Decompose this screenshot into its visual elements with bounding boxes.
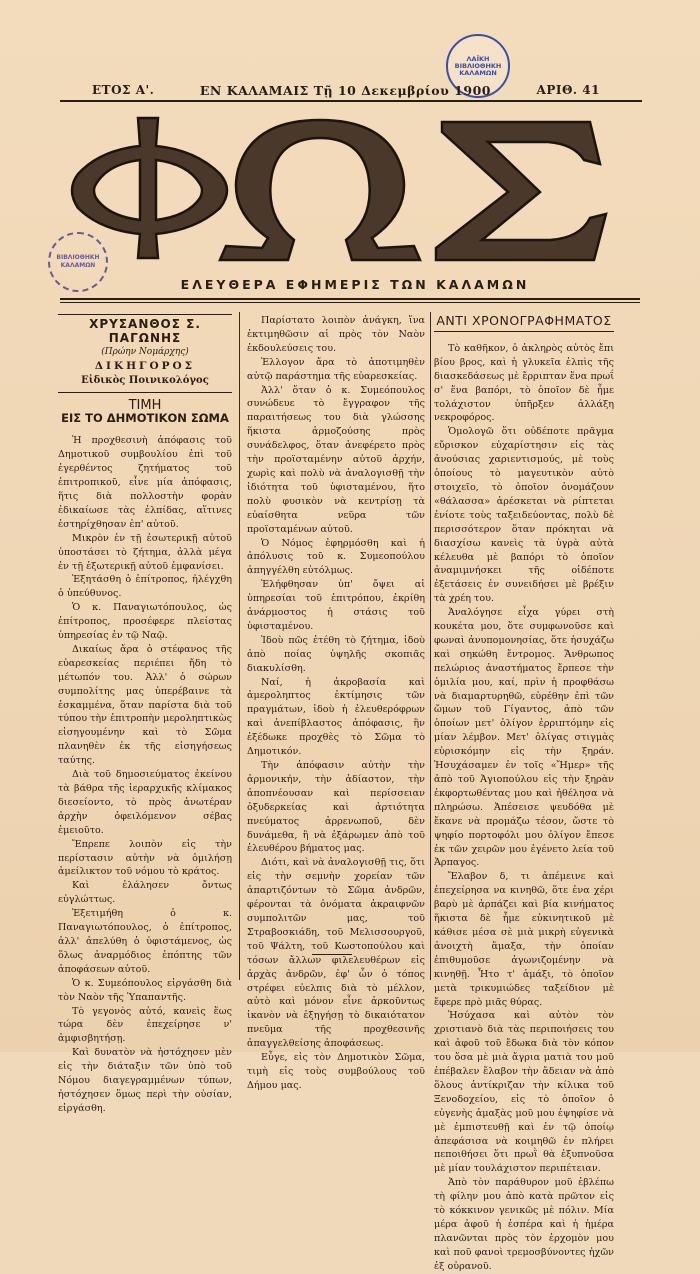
paragraph: Καὶ ἐλάλησεν ὄντως εὐγλώττως. <box>58 880 232 906</box>
paragraph: Ὁ κ. Παναγιωτόπουλος, ὡς ἐπίτροπος, προσέφερε πλείστας ὑπηρεσίας ἐν τῷ Ναῷ. <box>58 602 232 642</box>
column-2 <box>247 314 425 1091</box>
column-divider-2 <box>430 312 431 980</box>
seal-stamp-text: ΒΙΒΛΙΟΘΗΚΗ ΚΑΛΑΜΩΝ <box>56 254 100 269</box>
dateline: ΕΝ ΚΑΛΑΜΑΙΣ Τῇ 10 Δεκεμβρίου 1900 <box>199 82 491 98</box>
article-end-dash <box>312 954 352 955</box>
paragraph: Ἐλήφθησαν ὑπ' ὄψει αἱ ὑπηρεσίαι τοῦ ἐπιτρόπου, ἐκρίθη ἀνάρμοστος ἡ στάσις τοῦ ὑφισταμένου. <box>247 579 425 632</box>
lawyer-profession: ΔΙΚΗΓΟΡΟΣ <box>94 359 196 372</box>
paragraph: Μικρὸν ἐν τῇ ἐσωτερικῇ αὐτοῦ ὑποστάσει τὸ ζήτημα, ἀλλὰ μέγα ἐν τῇ ἐξωτερικῇ αὐτοῦ ἐμφανίσει. <box>58 532 232 572</box>
year-label: ΕΤΟΣ Α'. <box>92 83 155 97</box>
paragraph: Δικαίως ἄρα ὁ στέφανος τῆς εὐαρεσκείας περιέπει ἤδη τὸ μέτωπόν του. Ἀλλ' ὁ σώρων συμπολίτης μας ὑπερέβαινε τὰ ἐσκαμμένα, ὅταν παρίστα διὰ τοῦ τύπου τὴν ἐπιτροπὴν μεροληπτικὼς εἰσηγουμένην καὶ τὸ Σῶμα πλανηθὲν ἐκ τῆς εἰσηγήσεως ταύτης. <box>58 643 232 767</box>
lawyer-specialty: Εἰδικὸς Ποινικολόγος <box>81 374 209 386</box>
issue-number: ΑΡΙΘ. 41 <box>536 83 600 97</box>
paragraph: Τὴν ἀπόφασιν αὐτὴν τὴν ἀρμονικήν, τὴν ἀδίαστον, τὴν ἀποπνέουσαν καὶ περίσσειαν ὀξυδερκείας καὶ ἀρτιότητα πνεύματος ἀρρενωποῦ, δὲν δυνάμεθα, ἢ νὰ ἐξάρωμεν ἀπὸ τοῦ ἐλευθέρου βήματος μας. <box>247 760 425 855</box>
paragraph: Παρίστατο λοιπὸν ἀνάγκη, ἵνα ἐκτιμηθῶσιν αἱ πρὸς τὸν Ναὸν ἐκδουλεύσεις του. <box>247 315 425 354</box>
article1-heading: ΤΙΜΗ <box>128 397 162 413</box>
subtitle-rule <box>60 298 640 300</box>
omega-letter <box>220 120 420 260</box>
sigma-letter <box>436 122 606 260</box>
phi-letter <box>72 118 227 258</box>
article1-body <box>58 434 232 1115</box>
paragraph: Ἀλλ' ὅταν ὁ κ. Συμεόπουλος συνώδευε τὸ ἔγγραφον τῆς παραιτήσεως του διὰ γλώσσης ἥκιστα ἁρμοζούσης πρὸς συνάδελφος, ὅταν ἀνεφέρετο πρὸς τὴν προϊσταμένην αὐτοῦ ἀρχήν, χωρὶς καὶ πολὺ νὰ ἀναλογισθῇ τὴν ἰδιότητα τοῦ ὑφισταμένου, ἥτο πολὺ φυσικὸν νὰ κεντρίσῃ τὰ εὐαίσθητα νεῦρα τῶν προϊσταμένων αὐτοῦ. <box>247 384 425 535</box>
column-divider-1 <box>239 312 240 980</box>
library-stamp-text: ΛΑΪΚΗ ΒΙΒΛΙΟΘΗΚΗ ΚΑΛΑΜΩΝ <box>454 54 502 77</box>
lawyer-name: ΧΡΥΣΑΝΘΟΣ Σ. ΠΑΓΩΝΗΣ <box>89 317 201 345</box>
masthead-title <box>70 108 630 268</box>
paragraph: Τὸ γεγονὸς αὐτό, κανεὶς ἕως τώρα δὲν ἐπεχείρησε ν' ἀμφισβητήσῃ. <box>58 1005 232 1045</box>
paragraph: Ὁ Νόμος ἐφηρμόσθη καὶ ἡ ἀπόλυσις τοῦ κ. Συμεοπούλου ἀπηγγέλθη εὐτόλμως. <box>247 537 425 577</box>
paragraph: Διότι, καὶ νὰ ἀναλογισθῇ τις, ὅτι εἰς τὴν σεμνὴν χορείαν τῶν ἀπαρτιζόντων τὸ Σῶμα ἀνδρῶν, φέρονται τὰ ὀνόματα ἀκραιφνῶν συμπολιτῶν μας, τοῦ Στραβοσκιάδη, τοῦ Μελισσουργοῦ, τοῦ Ψάλτη, τοῦ Κωστοπούλου καὶ τόσων ἄλλων φιλελευθέρων εἰς ἀρχὰς ἀνδρῶν, ἐφ' ὧν ὁ τόπος στρέφει εὐελπις διὰ τὸ μέλλον, αὐτὸ καὶ μόνον εἶνε ἀρκοῦντως ἱκανὸν νὰ ἐξηγήσῃ τὸ δικαιότατον πνεῦμα τῆς προχθεσινῆς ἀπαγγελθείσης ἀποφάσεως. <box>247 857 425 1050</box>
paragraph: Καὶ δυνατὸν νὰ ἠστόχησεν μὲν εἰς τὴν διάταξιν τῶν ὑπὸ τοῦ Νόμου διαγεγραμμένων τύπων, ἠστόχησεν ὅμως περὶ τὴν οὐσίαν, εἰργάσθη. <box>58 1047 232 1114</box>
paragraph: Εὖγε, εἰς τὸν Δημοτικὸν Σῶμα, τιμὴ εἰς τοὺς συμβούλους τοῦ Δήμου μας. <box>247 1052 425 1091</box>
article3-heading: ΑΝΤΙ ΧΡΟΝΟΓΡΑΦΗΜΑΤΟΣ <box>434 314 614 332</box>
column-3 <box>434 313 614 1272</box>
paragraph: Ἰδοὺ πῶς ἐτέθη τὸ ζήτημα, ἰδοὺ ἀπὸ ποίας ὑψηλῆς σκοπιᾶς διακυλίσθη. <box>247 634 425 674</box>
paragraph: Ἐξετιμήθη ὁ κ. Παναγιωτόπουλος, ὁ ἐπίτροπος, ἀλλ' ἀπελύθη ὁ ὑφιστάμενος, ὡς ὅλως ἀναρμόδιος ἐπόπτης τῶν ἀποφάσεων αὐτοῦ. <box>58 908 232 975</box>
lawyer-former-title: (Πρώην Νομάρχης) <box>101 346 189 357</box>
paragraph: Ὁ κ. Συμεόπουλος εἰργάσθη διὰ τὸν Ναὸν τῆς Ὑπαπαντῆς. <box>58 977 232 1003</box>
dateline-bar <box>92 80 660 100</box>
paragraph: Ἐξητάσθη ὁ ἐπίτροπος, ἠλέγχθη ὁ ὑπεύθυνος. <box>58 574 232 600</box>
lawyer-ad <box>58 314 232 393</box>
paragraph: Ἐλλογον ἄρα τὸ ἀποτιμηθὲν αὐτῷ παράστημα τῆς εὐαρεσκείας. <box>247 356 425 382</box>
paragraph: Ὁμολογῶ ὅτι οὐδέποτε πρᾶγμα εὔρισκον εὐχαρίστησιν εἰς τὰς ἀνούσιας χαριεντισμούς, μὲ τοὺς ὁποίους τὸ μαγευτικὸν αὐτὸ στοιχεῖο, τὸ ὁποῖον ὀνομάζουν «θάλασσα» ἀρέσκεται νὰ ρίπτεται ἐνίοτε τοὺς ταξειδεύοντας, πολὺ δὲ περισσότερον ὅταν πρόκηται νὰ διασχίσω κανεὶς τὰ ὑγρὰ αὐτὰ κέλευθα μὲ βαπόρι τὸ ὁποῖον ἀναμιμνήσκει τῆς οἰδέποτε ἐξετάσεις ἐν συνειδήσει μὲ βρέξιν τὰ χρέη του. <box>434 426 614 605</box>
column-1 <box>58 314 232 1114</box>
paragraph: Ἔλαβον δ, τι ἀπέμεινε καὶ ἐπεχείρησα να κινηθῶ, ὅτε ἐνα χέρι βαρὺ μὲ ἀρπάζει καὶ βία κινήματος ἥκιστα δὲ ἦμε εὐκινητικοῦ μὲ κάθισε μέσα σὲ μιὰ μικρὴ εὐγενικὰ ἀνοιχτὴ ἅμαξα, τὴν ὁποίαν ἐπιθυμοῦσε ἀγωνιζομένην νὰ κινηθῇ. Ἦτο τ' ἁμάξι, τὸ ὁποῖον μετὰ τρικυμιώδες ταξείδιον μὲ ἔφερε πρὸ μιᾶς θύρας. <box>434 871 614 1008</box>
subtitle-rule-thin <box>60 302 640 303</box>
paragraph: Ἀπὸ τὸν παράθυρον μοῦ ἐβλέπω τὴ φίλην μου ἀπὸ κατὰ πρῶτον εἰς τὸ κόκκινον γενικῶς μὲ πόλιν. Μία μέρα ἀφοῦ ἡ ἐσπέρα καὶ ἡ ἡμέρα πλανῶνται πρὸς τὸν ἐρχομὸν μου καὶ ποῦ φανοὶ τρεμοσβύνοντες ἠχῶν ἐξ οὐρανοῦ. <box>434 1177 614 1272</box>
paragraph: Ἡ προχθεσινὴ ἀπόφασις τοῦ Δημοτικοῦ συμβουλίου ἐπὶ τοῦ ἐγερθέντος ζητήματος τοῦ ἐπιτροπικοῦ, εἶνε μία ἀπόφασις, ἥτις διὰ πολλοστὴν φορὰν ἐδικαίωσε τὰς ἐλπίδας, αἵτινες ἐστηρίχθησαν ἐπ' αὐτοῦ. <box>58 435 232 530</box>
masthead-subtitle: ΕΛΕΥΘΕΡΑ ΕΦΗΜΕΡΙΣ ΤΩΝ ΚΑΛΑΜΩΝ <box>180 277 530 292</box>
paragraph: Ἔπρεπε λοιπὸν εἰς τὴν περίστασιν αὐτὴν νὰ ὁμιλήσῃ ἀμείλικτον τοῦ νόμου τὸ κράτος. <box>58 838 232 878</box>
paragraph: Ναί, ἡ ἀκροβασία καὶ ἀμεροληπτος ἐκτίμησις τῶν πραγμάτων, ἰδοὺ ἡ ἐλευθερόφρων καὶ ἀνεπίβλαστος ἀπόφασις, ἣν ἐξέδωκε προχθὲς τὸ Σῶμα τὸ Δημοτικόν. <box>247 676 425 758</box>
top-rule <box>60 100 642 102</box>
article2-body <box>247 314 425 1093</box>
article1-subheading: ΕΙΣ ΤΟ ΔΗΜΟΤΙΚΟΝ ΣΩΜΑ <box>61 411 229 426</box>
article3-body <box>434 342 614 1274</box>
paragraph: Διὰ τοῦ δημοσιεύματος ἐκείνου τὰ βάθρα τῆς ἱεραρχικῆς κλίμακος διεσείοντο, τὸ πρὸς ἀνωτέραν ἀρχὴν ὀφειλόμενον σέβας ἐμειοῦτο. <box>58 769 232 836</box>
paragraph: Ἡσύχασα καὶ αὐτὸν τὸν χριστιανὸ διὰ τὰς περιποιήσεις του καὶ ἀφοῦ τοῦ ἔδωκα διὰ τὸν κόπον του ὅσα μὲ μιὰ ἄγρια ματιὰ του μοῦ ἐπέβαλεν ἔλαβον τὴν ἄδειαν νὰ ἀπὸ ὅλους ἀντίκριζαν τὴν κίλικα τοῦ Ξενοδοχείου, εἰς τὸ ὁποῖον ὁ εὐγενὴς ἁμαξὰς μοῦ μου ἐψηφίσε νὰ μὲ ἐμπιστευθῇ καὶ ἐν τῷ ὁποίῳ ἀπεφάσισα νὰ κοιμηθῶ ἐν πλήρει πεποιθήσει ὅτι πρωῒ θὰ ἐξυπνοῦσα μὲ μίαν τουλάχιστον περιπέτειαν. <box>434 1010 614 1175</box>
paragraph: Ἀναλόγησε εἶχα γύρει στὴ κουκέτα μου, ὅτε συμφωνοῦσε καὶ φωναὶ ἀνυπομονησίας, ὅτε ἡσυχάζω καὶ σηκώθη ἔντρομος. Ἄνθρωπος πελώριος ἀναστήματος ἔρπεσε τὴν ὁμιλία μου, καί, πρὶν ἡ προφθάσω νὰ διαμαρτυρηθῶ, εὑρέθην ἐπὶ τῶν ὤμων τοῦ Γίγαντος, ἀπὸ τῶν ὁποίων μετ' ὀλίγον ἐρριπτόμην εἰς μίαν λέμβον. Μετ' ὀλίγας στιγμὰς εὑρισκόμην εἰς τὴν ξηράν. Ἡσυχάσαμεν ἐν τοῖς «Ἤμερ» τῆς ἀπὸ τοῦ Ἀγιοπούλου εἰς τὴν ξηρὰν ἐκφορτωθέντας μου καὶ ἠθέλησα νὰ πληρώσω. Ἀπέσεισε ψευδόθα μὲ ἔκανε νὰ προμάζω τέσον, ὥστε τὸ ψηφίο πορτοφόλι μου ὀλίγον ἔπεσε ἐκ τῶν χειρῶν μου ἐγένετο λεία τοῦ Ἀρπαγος. <box>434 607 614 869</box>
paragraph: Τὸ καθῆκον, ὁ ἀκληρὸς αὐτὸς ἔπι βίου βρος, καὶ ἡ γλυκεῖα ἐλπὶς τῆς διασκεδάσεως μὲ ἔρριπταν ἕνα πρωΐ σ' ἕνα βαπόρι, τὸ ὁποῖον δὲ ἦμε τολάχιστον ὑπῆρξεν ἀλλάξη νεκροφόρος. <box>434 342 614 424</box>
